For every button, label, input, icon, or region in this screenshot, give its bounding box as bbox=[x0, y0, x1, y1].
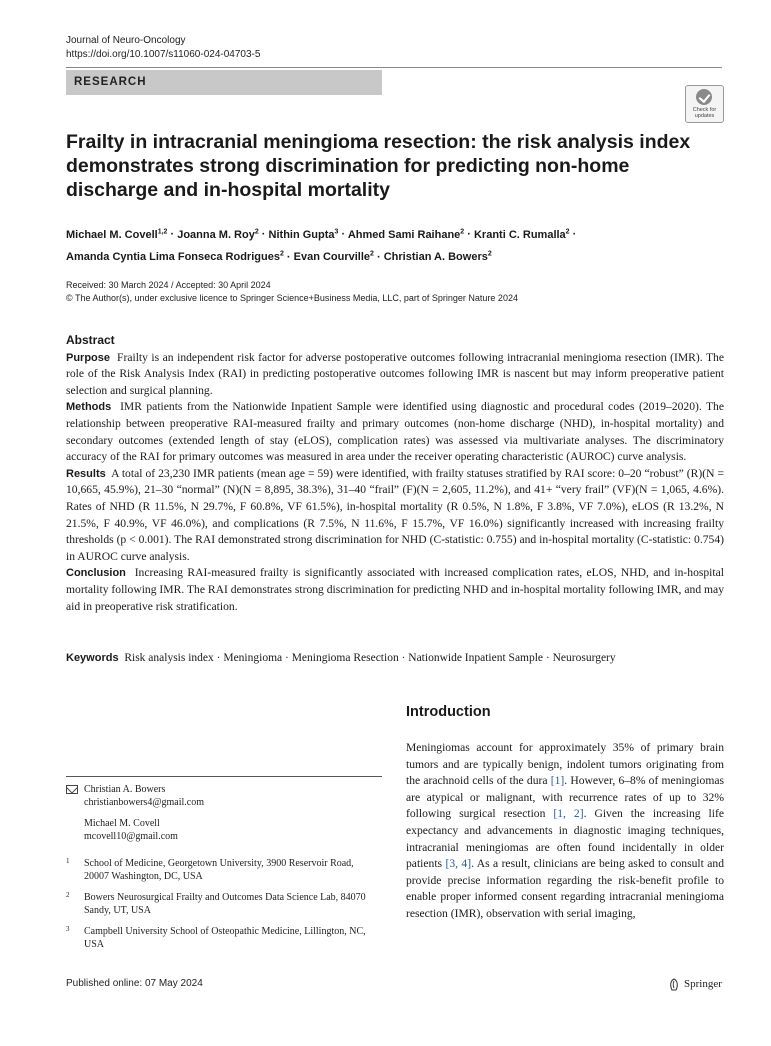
check-icon bbox=[696, 89, 712, 105]
check-for-updates-badge[interactable] bbox=[685, 85, 724, 123]
author[interactable]: Kranti C. Rumalla$^2$ bbox=[473, 228, 570, 241]
contact-email[interactable]: christianbowers4@gmail.com bbox=[84, 797, 205, 808]
contact-name: Christian A. Bowers bbox=[84, 784, 166, 795]
introduction-heading: Introduction bbox=[406, 704, 491, 720]
published-date: Published online: 07 May 2024 bbox=[66, 978, 203, 989]
author-line-2: Amanda Cyntia Lima Fonseca Rodrigues$^2$ · Evan Courville$^2$ · Christian A. Bowers$^2$ bbox=[66, 250, 492, 264]
author[interactable]: Ahmed Sami Raihane$^2$ bbox=[347, 228, 465, 241]
footnote-divider bbox=[66, 776, 382, 777]
citation-link[interactable]: [1] bbox=[550, 774, 565, 788]
contact-name: Michael M. Covell bbox=[84, 818, 160, 829]
paper-title: Frailty in intracranial meningioma resection: the risk analysis index demonstrates strong discrimination for predicting non-home discharge and in-hospital mortality bbox=[66, 131, 691, 201]
affiliation: Bowers Neurosurgical Frailty and Outcomes Data Science Lab, 84070 Sandy, UT, USA bbox=[84, 892, 366, 916]
keywords bbox=[66, 650, 726, 666]
header-divider bbox=[66, 67, 722, 68]
keywords-text: Risk analysis index · Meningioma · Meningioma Resection · Nationwide Inpatient Sample · Neurosurgery bbox=[124, 652, 616, 664]
affiliation-number: 3 bbox=[66, 925, 70, 933]
keywords-label: Keywords bbox=[66, 652, 119, 664]
publisher-name: Springer bbox=[684, 978, 722, 990]
author[interactable]: Amanda Cyntia Lima Fonseca Rodrigues$^2$ bbox=[66, 250, 284, 264]
publication-dates bbox=[66, 279, 726, 305]
section-label: RESEARCH bbox=[74, 76, 147, 88]
citation-link[interactable]: [3, 4] bbox=[445, 857, 472, 871]
author-list bbox=[66, 222, 706, 267]
abstract-heading: Abstract bbox=[66, 333, 115, 347]
contact-email[interactable]: mcovell10@gmail.com bbox=[84, 831, 178, 842]
author[interactable]: Joanna M. Roy$^2$ bbox=[177, 228, 259, 241]
abstract-purpose: Purpose Frailty is an independent risk factor for adverse postoperative outcomes following intracranial meningioma resection (IMR). The role of the Risk Analysis Index (RAI) in predicting postoperative outcomes following IMR is nascent but may inform preoperative patient selection and surgical planning. bbox=[66, 350, 724, 397]
abstract-methods: Methods IMR patients from the Nationwide Inpatient Sample were identified using diagnostic and procedural codes (2019–2020). The relationship between preoperative RAI-measured frailty and primary outcomes (non-home discharge (NHD), in-hospital mortality) and secondary outcomes (extended length of stay (eLOS), complication rates) was assessed via multivariate analyses. The discriminatory accuracy of the RAI for primary outcomes was measured in area under the receiver operating characteristic (AUROC) curve analysis. bbox=[66, 400, 724, 464]
journal-name: Journal of Neuro-Oncology bbox=[66, 35, 186, 46]
author[interactable]: Christian A. Bowers$^2$ bbox=[383, 250, 492, 264]
envelope-icon bbox=[66, 785, 78, 794]
citation-link[interactable]: [1, 2] bbox=[553, 807, 584, 821]
doi-link[interactable]: https://doi.org/10.1007/s11060-024-04703-5 bbox=[66, 49, 261, 60]
received-accepted: Received: 30 March 2024 / Accepted: 30 April 2024 bbox=[66, 280, 271, 290]
journal-header bbox=[66, 34, 260, 62]
abstract-results: Results A total of 23,230 IMR patients (mean age = 59) were identified, with frailty statuses stratified by RAI score: 0–20 “robust” (R)(N = 10,665, 45.9%), 21–30 “normal” (N)(N = 8,895, 38.3%), 31–40 “frail” (F)(N = 2,605, 11.2%), and 41+ “very frail” (VF)(N = 1,065, 4.6%). Rates of NHD (R 11.5%, N 29.7%, F 60.8%, VF 61.5%), in-hospital mortality (R 0.5%, N 1.8%, F 3.8%, VF 7.0%), eLOS (R 13.2%, N 21.5%, F 40.9%, VF 46.0%), and complications (R 7.5%, N 11.6%, F 15.7%, VF 16.0%) significantly increased with increasing frailty thresholds (p < 0.001). The RAI demonstrated strong discrimination for NHD (C-statistic: 0.755) and in-hospital mortality (C-statistic: 0.754) in AUROC curve analysis. bbox=[66, 466, 724, 563]
affiliation-number: 2 bbox=[66, 891, 70, 899]
introduction-text: Meningiomas account for approximately 35% of primary brain tumors and are typically benign, indolent tumors originating from the arachnoid cells of the dura [1]. However, 6–8% of meningiomas are atypical or malignant, with recurrence rates of up to 32% following surgical resection [1, 2]. Given the increasing life expectancy and advancements in diagnostic imaging techniques, intracranial meningiomas are often found incidentally in older patients [3, 4]. As a result, clinicians are being asked to consult and provide precise information regarding the risk-benefit profile to enable proper informed consent regarding intracranial meningioma resection (IMR), observation with serial imaging, bbox=[406, 741, 725, 920]
author-line-1: Michael M. Covell$^{1,2}$ · Joanna M. Roy$^2$ · Nithin Gupta$^3$ · Ahmed Sami Raihane$^2$ · Kranti C. Rumalla$^2$ · bbox=[66, 228, 577, 241]
affiliation-number: 1 bbox=[66, 857, 70, 865]
copyright: © The Author(s), under exclusive licence to Springer Science+Business Media, LLC, part of Springer Nature 2024 bbox=[66, 293, 518, 303]
springer-logo-icon bbox=[668, 978, 680, 991]
affiliation: Campbell University School of Osteopathic Medicine, Lillington, NC, USA bbox=[84, 926, 366, 950]
author[interactable]: Michael M. Covell$^{1,2}$ bbox=[66, 228, 168, 241]
affiliation: School of Medicine, Georgetown University, 3900 Reservoir Road, 20007 Washington, DC, USA bbox=[84, 858, 354, 882]
abstract-conclusion: Conclusion Increasing RAI-measured frailty is significantly associated with increased complication rates, eLOS, NHD, and in-hospital mortality following IMR. The RAI demonstrates strong discrimination for predicting NHD and in-hospital mortality following IMR, and may aid in preoperative risk stratification. bbox=[66, 566, 724, 613]
author[interactable]: Evan Courville$^2$ bbox=[293, 250, 374, 264]
abstract bbox=[66, 332, 724, 615]
author[interactable]: Nithin Gupta$^3$ bbox=[268, 228, 339, 241]
corresponding-authors bbox=[84, 783, 374, 843]
check-updates-text: Check for updates bbox=[692, 107, 717, 119]
